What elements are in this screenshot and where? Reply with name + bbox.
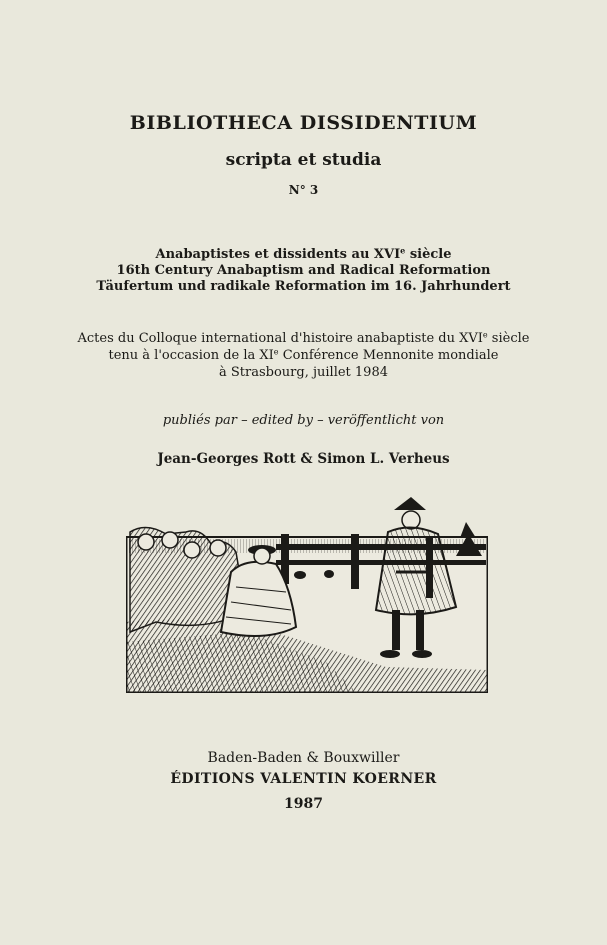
- proceedings-line-3: à Strasbourg, juillet 1984: [219, 365, 388, 380]
- title-french: Anabaptistes et dissidents au XVIe siècle: [155, 245, 452, 262]
- series-number: N° 3: [288, 183, 319, 197]
- book-titles: [0, 247, 607, 295]
- proceedings-note: [0, 330, 607, 381]
- edited-by-line: publiés par – edited by – veröffentlicht von: [162, 413, 445, 428]
- publication-year: 1987: [284, 796, 323, 812]
- publisher-name: ÉDITIONS VALENTIN KOERNER: [170, 771, 437, 787]
- woodcut-illustration: [126, 492, 488, 693]
- proceedings-line-2: tenu à l'occasion de la XIe Conférence Mennonite mondiale: [108, 347, 499, 363]
- publisher-place: Baden-Baden & Bouxwiller: [207, 750, 400, 766]
- proceedings-line-1: Actes du Colloque international d'histoire anabaptiste du XVIe siècle: [77, 330, 530, 346]
- editors: Jean-Georges Rott & Simon L. Verheus: [157, 451, 450, 467]
- series-title: BIBLIOTHECA DISSIDENTIUM: [129, 112, 478, 134]
- title-english: 16th Century Anabaptism and Radical Reformation: [116, 263, 491, 278]
- series-subtitle: scripta et studia: [225, 150, 382, 170]
- title-german: Täufertum und radikale Reformation im 16. Jahrhundert: [96, 279, 511, 294]
